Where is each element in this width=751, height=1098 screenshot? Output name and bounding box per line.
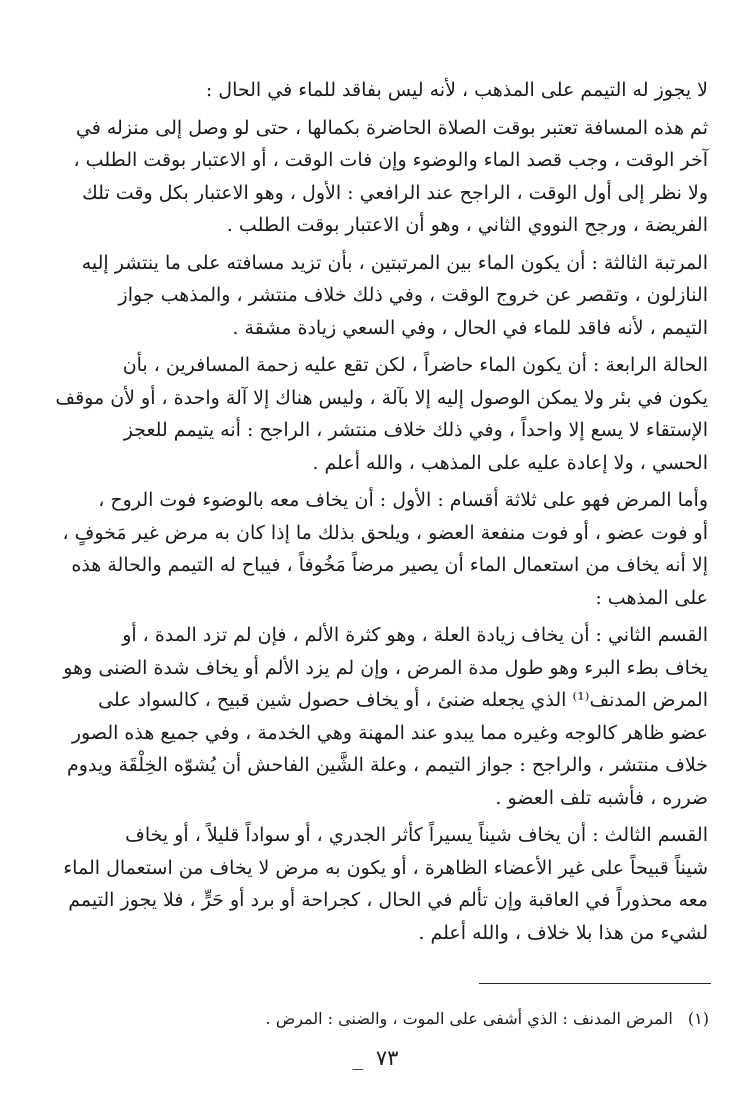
text-line: ثم هذه المسافة تعتبر بوقت الصلاة الحاضرة بكمالها ، حتى لو وصل إلى منزله في xyxy=(75,116,708,139)
paragraph xyxy=(40,247,708,345)
paragraph xyxy=(40,619,708,814)
text-line: الإستقاء لا يسع إلا واحداً ، وفي ذلك خلاف منتشر ، الراجح : أنه يتيمم للعجز xyxy=(123,419,708,441)
text-line: على المذهب : xyxy=(595,586,708,609)
text-line: القسم الثالث : أن يخاف شيناً يسيراً كأثر الجدري ، أو سواداً قليلاً ، أو يخاف xyxy=(125,824,708,846)
text-line: المرتبة الثالثة : أن يكون الماء بين المرتبتين ، بأن تزيد مسافته على ما ينتشر إليه xyxy=(81,251,708,274)
paragraph xyxy=(40,112,708,242)
footnote-number: (١) xyxy=(687,1009,709,1028)
footnote xyxy=(49,1006,709,1032)
text-line: يكون في بئر ولا يمكن الوصول إليه إلا بآلة ، وليس هناك إلا آلة واحدة ، أو لأن موقف xyxy=(55,386,708,409)
page-number-dash: _ xyxy=(352,1046,364,1070)
text-line: أو فوت عضو ، أو فوت منفعة العضو ، ويلحق بذلك ما إذا كان به مرض غير مَخوفٍ ، xyxy=(62,521,708,544)
text-line: الحالة الرابعة : أن يكون الماء حاضراً ، لكن تقع عليه زحمة المسافرين ، بأن xyxy=(122,354,708,376)
text-line: آخر الوقت ، وجب قصد الماء والوضوء وإن فات الوقت ، أو الاعتبار بوقت الطلب ، xyxy=(73,149,708,171)
text-line: لا يجوز له التيمم على المذهب ، لأنه ليس بفاقد للماء في الحال : xyxy=(205,79,708,101)
footnote-divider xyxy=(479,983,711,984)
text-line: ولا نظر إلى أول الوقت ، الراجح عند الرافعي : الأول ، وهو الاعتبار بكل وقت تلك xyxy=(82,181,708,204)
page-body xyxy=(40,74,708,949)
text-line: إلا أنه يخاف من استعمال الماء أن يصير مرضاً مَخُوفاً ، فيباح له التيمم والحالة هذه xyxy=(71,554,708,576)
paragraph xyxy=(40,484,708,614)
text-line: النازلون ، وتقصر عن خروج الوقت ، وفي ذلك خلاف منتشر ، والمذهب جواز xyxy=(118,284,708,306)
text-line: الفريضة ، ورجح النووي الثاني ، وهو أن الاعتبار بوقت الطلب . xyxy=(226,214,708,236)
text-line: الحسي ، ولا إعادة عليه على المذهب ، والله أعلم . xyxy=(312,451,708,474)
paragraph xyxy=(40,349,708,479)
text-line: التيمم ، لأنه فاقد للماء في الحال ، وفي السعي زيادة مشقة . xyxy=(232,316,708,339)
text-line: المرض المدنف⁽¹⁾ الذي يجعله ضنئ ، أو يخاف حصول شين قبيح ، كالسواد على xyxy=(98,689,708,711)
text-line: شيناً قبيحاً على غير الأعضاء الظاهرة ، أو يكون به مرض لا يخاف من استعمال الماء xyxy=(63,856,708,879)
text-line: القسم الثاني : أن يخاف زيادة العلة ، وهو كثرة الألم ، فإن لم تزد المدة ، أو xyxy=(122,624,708,646)
page-number-value: ٧٣ xyxy=(375,1046,399,1070)
footnote-text: المرض المدنف : الذي أشفى على الموت ، والضنى : المرض . xyxy=(265,1009,673,1028)
text-line: معه محذوراً في العاقبة وإن تألم في الحال ، كجراحة أو برد أو حَرٍّ ، فلا يجوز التيمم xyxy=(68,889,708,911)
text-line: عضو ظاهر كالوجه وغيره مما يبدو عند المهنة وهي الخدمة ، وفي جميع هذه الصور xyxy=(71,721,708,744)
page-number xyxy=(0,1046,751,1070)
text-line: يخاف بطء البرء وهو طول مدة المرض ، وإن لم يزد الألم أو يخاف شدة الضنى وهو xyxy=(63,656,708,679)
text-line: خلاف منتشر ، والراجح : جواز التيمم ، وعلة الشَّين الفاحش أن يُشوّه الخِلْقَة ويدوم xyxy=(67,754,708,776)
text-line: لشيء من هذا بلا خلاف ، والله أعلم . xyxy=(418,921,708,944)
paragraph xyxy=(40,819,708,949)
text-line: ضرره ، فأشبه تلف العضو . xyxy=(495,786,708,809)
text-line: وأما المرض فهو على ثلاثة أقسام : الأول : أن يخاف معه بالوضوء فوت الروح ، xyxy=(98,489,708,511)
paragraph xyxy=(40,74,708,107)
